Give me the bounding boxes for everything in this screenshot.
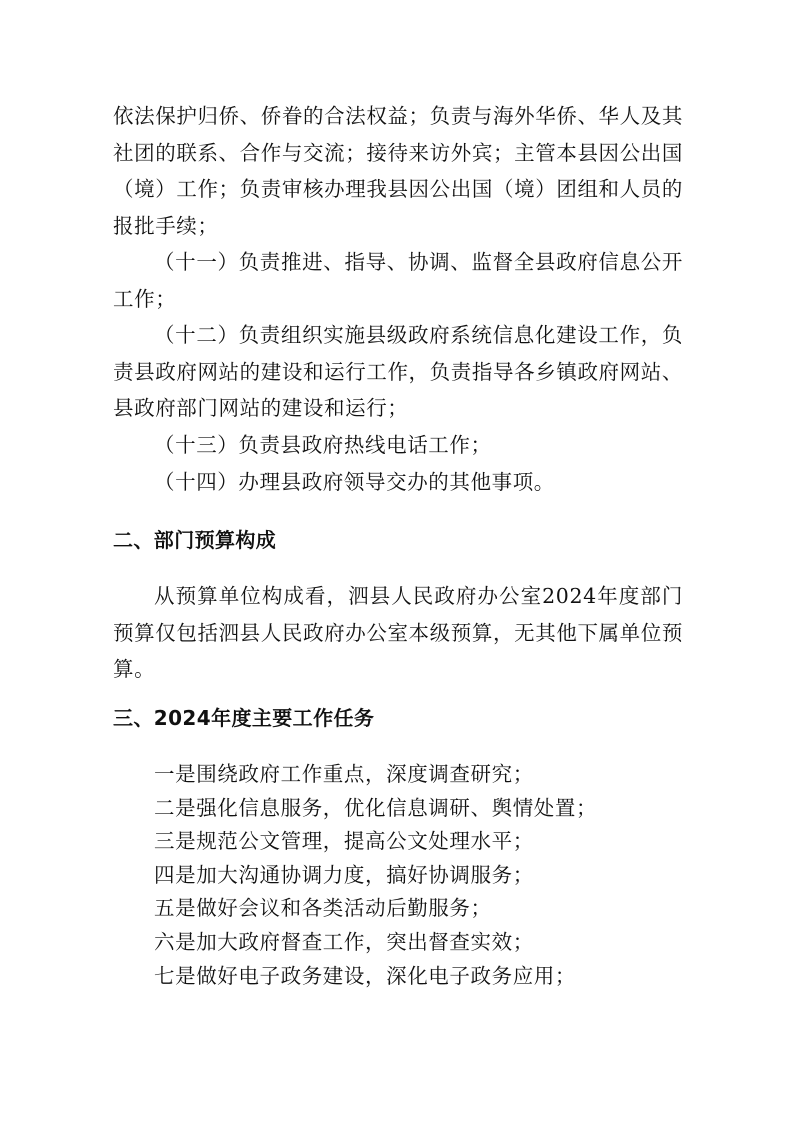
duty-item-14: （十四）办理县政府领导交办的其他事项。: [154, 470, 555, 494]
duty-item-13: （十三）负责县政府热线电话工作；: [154, 433, 492, 457]
section-heading-main-tasks: 三、2024年度主要工作任务: [113, 706, 375, 730]
duty-item-11: （十一）负责推进、指导、协调、监督全县政府信息公开工作；: [113, 250, 683, 311]
task-list: [154, 758, 597, 993]
task-item-6: 六是加大政府督查工作，突出督查实效；: [154, 929, 534, 954]
task-item-2: 二是强化信息服务，优化信息调研、舆情处置；: [154, 795, 598, 820]
task-item-5: 五是做好会议和各类活动后勤服务；: [154, 896, 492, 921]
budget-composition-paragraph: 从预算单位构成看，泗县人民政府办公室2024年度部门预算仅包括泗县人民政府办公室本级预算，无其他下属单位预算。: [113, 584, 683, 681]
task-item-3: 三是规范公文管理，提高公文处理水平；: [154, 829, 534, 854]
section-heading-budget-composition: 二、部门预算构成: [113, 528, 277, 552]
task-item-1: 一是围绕政府工作重点，深度调查研究；: [154, 762, 534, 786]
task-item-4: 四是加大沟通协调力度，搞好协调服务；: [154, 862, 534, 887]
duty-item-12: （十二）负责组织实施县级政府系统信息化建设工作，负责县政府网站的建设和运行工作，负责指导各乡镇政府网站、县政府部门网站的建设和运行；: [113, 323, 683, 420]
continuation-paragraph: 依法保护归侨、侨眷的合法权益；负责与海外华侨、华人及其社团的联系、合作与交流；接待来访外宾；主管本县因公出国（境）工作；负责审核办理我县因公出国（境）团组和人员的报批手续；: [113, 104, 683, 238]
task-item-7: 七是做好电子政务建设，深化电子政务应用；: [154, 963, 576, 988]
